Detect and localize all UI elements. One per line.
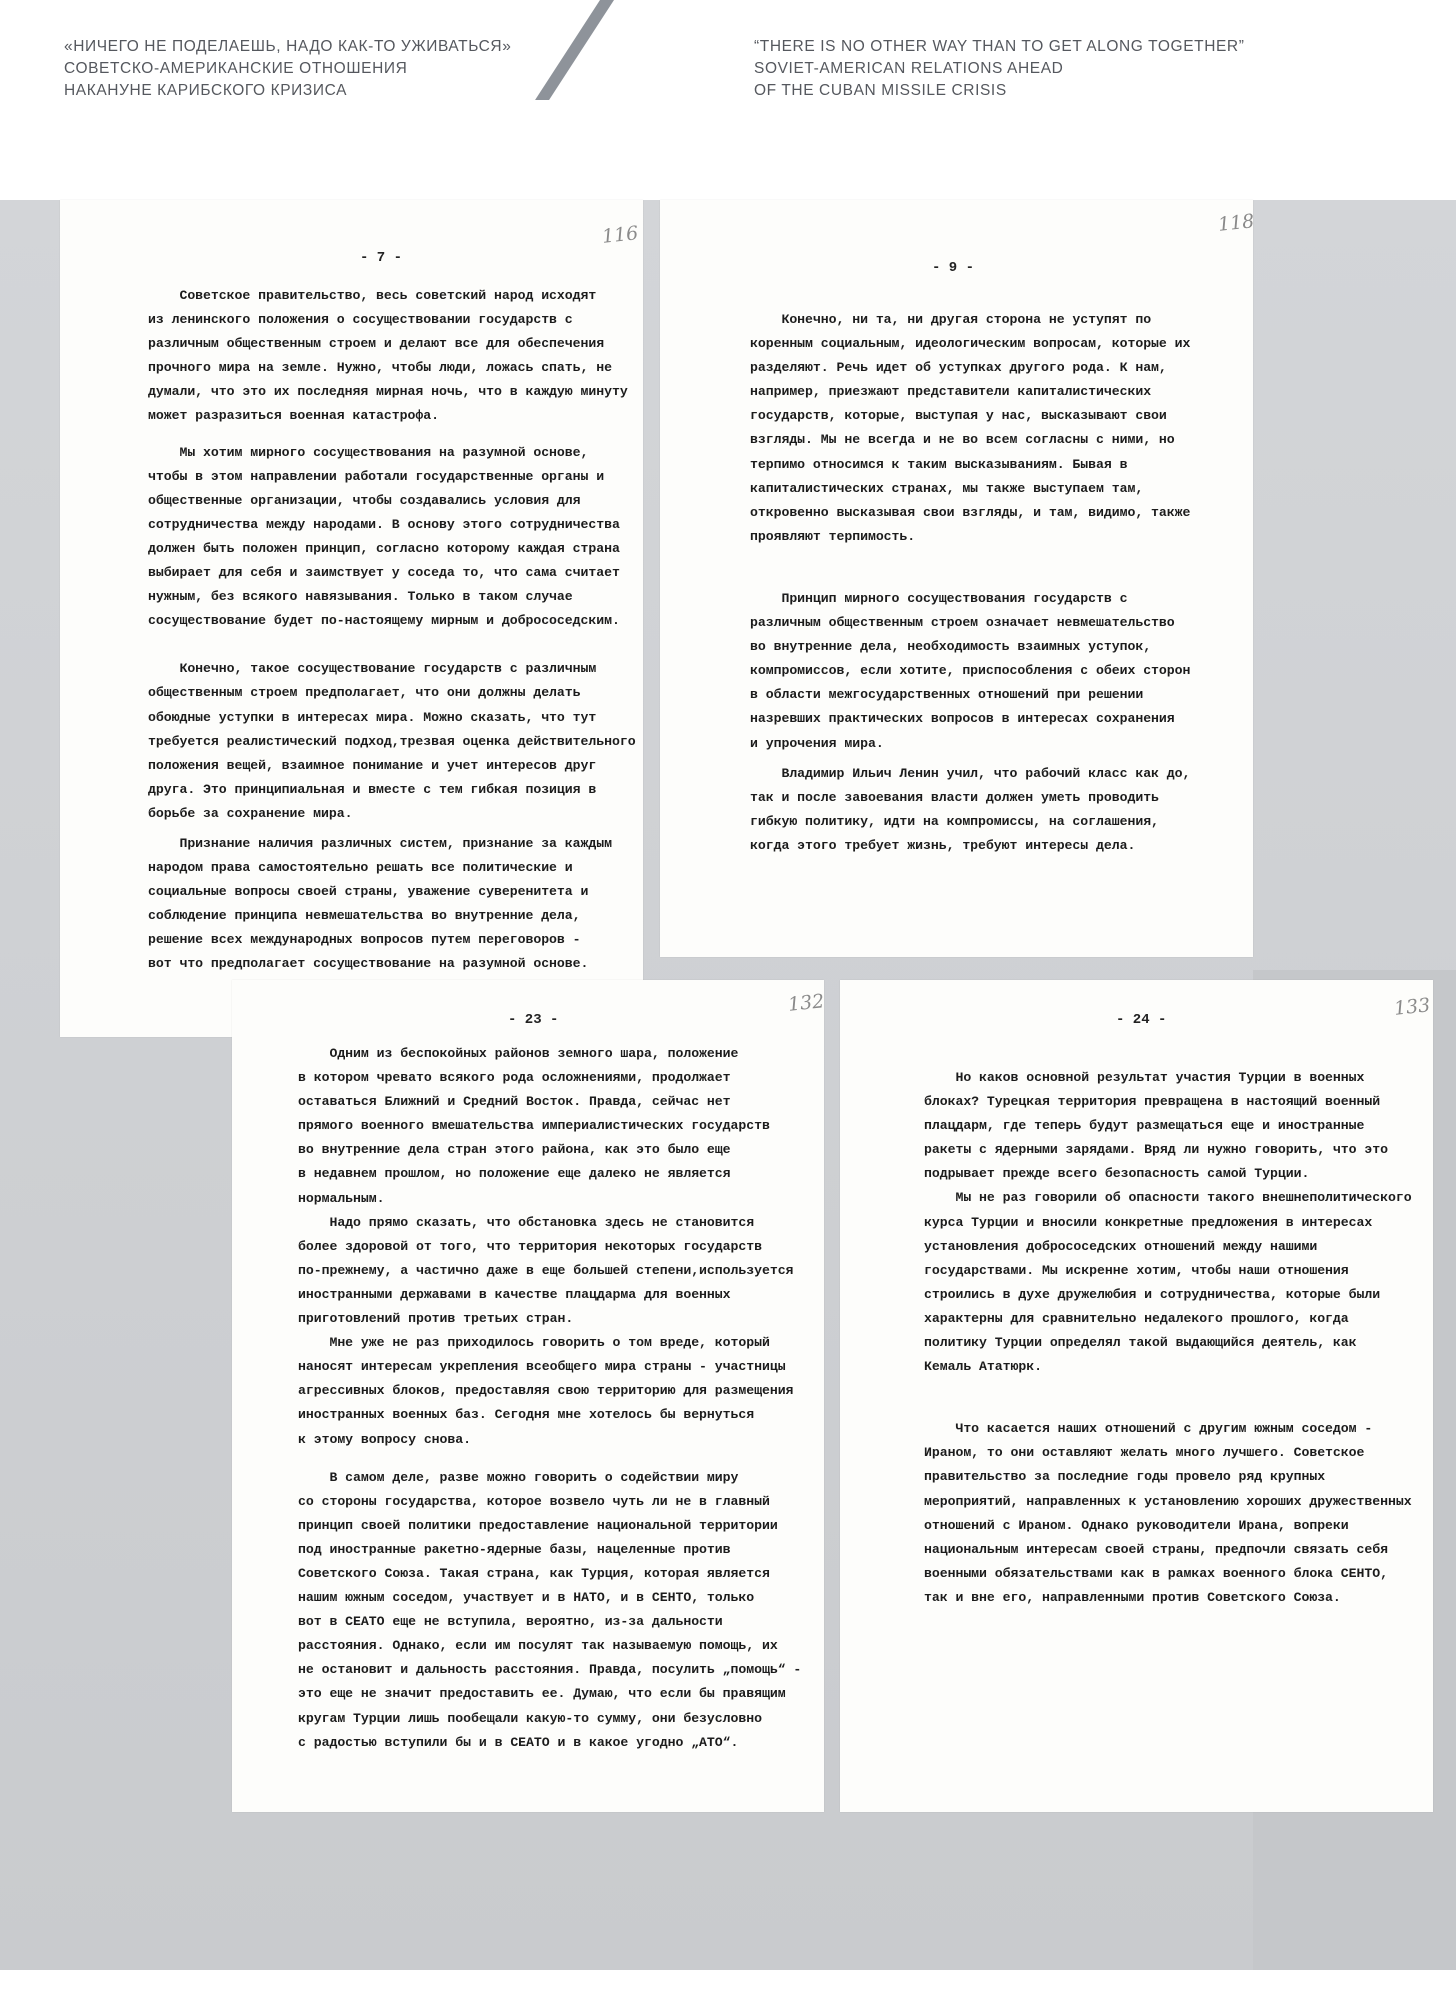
typescript-sheet-page-7 — [60, 200, 643, 1037]
typescript-line: правительство за последние годы провело ряд крупных — [924, 1469, 1326, 1485]
typescript-line: приготовлений против третьих стран. — [298, 1311, 574, 1327]
typescript-line: думали, что это их последняя мирная ночь, что в каждую минуту — [148, 384, 628, 400]
decorative-slash — [535, 0, 614, 100]
typescript-line: Принцип мирного сосуществования государств с — [750, 590, 1128, 606]
typescript-line: чтобы в этом направлении работали государственные органы и — [148, 468, 605, 484]
typescript-line: прямого военного вмешательства империалистических государств — [298, 1118, 770, 1134]
typescript-line: Что касается наших отношений с другим южным соседом - — [924, 1421, 1373, 1437]
typescript-line: под иностранные ракетно-ядерные базы, нацеленные против — [298, 1541, 731, 1557]
typescript-line: Ираном, то они оставляют желать много лучшего. Советское — [924, 1445, 1365, 1461]
typescript-line: кругам Турции лишь пообещали какую-то сумму, они безусловно — [298, 1710, 762, 1726]
typescript-line: Советского Союза. Такая страна, как Турция, которая является — [298, 1565, 770, 1581]
typescript-line: установления добрососедских отношений между нашими — [924, 1238, 1318, 1254]
typescript-line: государствами. Мы искренне хотим, чтобы наши отношения — [924, 1262, 1349, 1278]
page-number: - 7 - — [360, 250, 403, 266]
paragraph-gap — [298, 1452, 801, 1466]
archive-folio-number: 116 — [600, 222, 640, 248]
typescript-line: требуется реалистический подход,трезвая оценка действительного — [148, 733, 636, 749]
header-russian-title — [64, 36, 511, 102]
page-number: - 9 - — [932, 260, 975, 276]
header-en-line: “THERE IS NO OTHER WAY THAN TO GET ALONG TOGETHER” — [754, 38, 1245, 55]
typescript-line: оставаться Ближний и Средний Восток. Правда, сейчас нет — [298, 1094, 731, 1110]
typescript-line: капиталистических странах, мы также выступаем там, — [750, 480, 1144, 496]
typescript-line: плацдарм, где теперь будут размещаться еще и иностранные — [924, 1118, 1365, 1134]
typescript-line: Мы хотим мирного сосуществования на разумной основе, — [148, 444, 589, 460]
typescript-line: соблюдение принципа невмешательства во внутренние дела, — [148, 908, 581, 924]
typescript-line: Признание наличия различных систем, признание за каждым — [148, 835, 612, 851]
typescript-line: принцип своей политики предоставление национальной территории — [298, 1517, 778, 1533]
typescript-body — [750, 308, 1190, 858]
typescript-line: подрывает прежде всего безопасность самой Турции. — [924, 1166, 1310, 1182]
typescript-line: Конечно, такое сосуществование государств с различным — [148, 661, 597, 677]
typescript-sheet-page-9 — [660, 200, 1256, 957]
typescript-line: Мне уже не раз приходилось говорить о том вреде, который — [298, 1335, 770, 1351]
typescript-body — [924, 1066, 1412, 1610]
header-ru-line: НАКАНУНЕ КАРИБСКОГО КРИЗИСА — [64, 82, 348, 99]
typescript-line: государств, которые, выступая у нас, высказывают свои — [750, 408, 1167, 424]
typescript-line: во внутренние дела, необходимость взаимных уступок, — [750, 639, 1152, 655]
typescript-sheet-page-23 — [232, 980, 824, 1812]
typescript-line: политику Турции определял такой выдающийся деятель, как — [924, 1335, 1357, 1351]
typescript-line: взгляды. Мы не всегда и не во всем согласны с ними, но — [750, 432, 1175, 448]
typescript-line: откровенно высказывая свои взгляды, и там, видимо, также — [750, 504, 1191, 520]
typescript-line: например, приезжают представители капиталистических — [750, 384, 1152, 400]
typescript-line: ракеты с ядерными зарядами. Вряд ли нужно говорить, что это — [924, 1142, 1388, 1158]
typescript-line: коренным социальным, идеологическим вопросам, которые их — [750, 336, 1191, 352]
header-en-line: OF THE CUBAN MISSILE CRISIS — [754, 82, 1007, 99]
typescript-line: общественные организации, чтобы создавались условия для — [148, 492, 581, 508]
typescript-line: положения вещей, взаимное понимание и учет интересов друг — [148, 757, 597, 773]
typescript-line: мероприятий, направленных к установлению хороших дружественных — [924, 1493, 1412, 1509]
typescript-line: более здоровой от того, что территория некоторых государств — [298, 1238, 762, 1254]
typescript-line: может разразиться военная катастрофа. — [148, 408, 439, 424]
typescript-line: и упрочения мира. — [750, 735, 884, 751]
typescript-line: различным общественным строем и делают все для обеспечения — [148, 336, 605, 352]
page-number: - 23 - — [508, 1012, 559, 1028]
typescript-line: военными обязательствами как в рамках военного блока СЕНТО, — [924, 1565, 1388, 1581]
typescript-line: вот в СЕАТО еще не вступила, вероятно, из-за дальности — [298, 1614, 723, 1630]
paragraph-gap — [148, 633, 636, 657]
typescript-line: наносят интересам укрепления всеобщего мира страны - участницы — [298, 1359, 786, 1375]
typescript-line: выбирает для себя и заимствует у соседа то, что сама считает — [148, 565, 620, 581]
typescript-line: нормальным. — [298, 1190, 385, 1206]
typescript-line: строились в духе дружелюбия и сотрудничества, которые были — [924, 1286, 1381, 1302]
paragraph-gap — [148, 429, 636, 441]
typescript-line: компромиссов, если хотите, приспособления с обеих сторон — [750, 663, 1191, 679]
typescript-line: проявляют терпимость. — [750, 528, 916, 544]
typescript-line: из ленинского положения о сосуществовании государств с — [148, 312, 573, 328]
paragraph-gap — [924, 1379, 1412, 1417]
typescript-line: В самом деле, разве можно говорить о содействии миру — [298, 1469, 739, 1485]
typescript-line: нужным, без всякого навязывания. Только в таком случае — [148, 589, 573, 605]
typescript-line: расстояния. Однако, если им посулят так называемую помощь, их — [298, 1638, 778, 1654]
header-english-title — [754, 36, 1244, 102]
typescript-line: Владимир Ильич Ленин учил, что рабочий класс как до, — [750, 765, 1191, 781]
archive-folio-number: 118 — [1216, 210, 1256, 236]
paragraph-gap — [750, 549, 1190, 587]
typescript-line: так и после завоевания власти должен уметь проводить — [750, 789, 1159, 805]
typescript-line: назревших практических вопросов в интересах сохранения — [750, 711, 1175, 727]
typescript-line: в области межгосударственных отношений при решении — [750, 687, 1144, 703]
typescript-line: Конечно, ни та, ни другая сторона не уступят по — [750, 312, 1152, 327]
typescript-line: Но каков основной результат участия Турции в военных — [924, 1070, 1365, 1085]
typescript-line: Надо прямо сказать, что обстановка здесь не становится — [298, 1214, 755, 1230]
header-ru-line: «НИЧЕГО НЕ ПОДЕЛАЕШЬ, НАДО КАК-ТО УЖИВАТЬСЯ» — [64, 38, 512, 55]
typescript-line: гибкую политику, идти на компромиссы, на соглашения, — [750, 813, 1159, 829]
typescript-line: прочного мира на земле. Нужно, чтобы люди, ложась спать, не — [148, 360, 612, 376]
typescript-line: со стороны государства, которое возвело чуть ли не в главный — [298, 1493, 770, 1509]
typescript-line: к этому вопросу снова. — [298, 1431, 472, 1447]
typescript-line: Мы не раз говорили об опасности такого внешнеполитического — [924, 1190, 1412, 1206]
typescript-line: Одним из беспокойных районов земного шара, положение — [298, 1046, 739, 1061]
typescript-line: с радостью вступили бы и в СЕАТО и в какое угодно „АТО“. — [298, 1734, 739, 1750]
typescript-line: характерны для сравнительно недалекого прошлого, когда — [924, 1310, 1349, 1326]
typescript-line: это еще не значит предоставить ее. Думаю, что если бы правящим — [298, 1686, 786, 1702]
typescript-line: нашим южным соседом, участвует и в НАТО, и в СЕНТО, только — [298, 1590, 755, 1606]
typescript-line: терпимо относимся к таким высказываниям. Бывая в — [750, 456, 1128, 472]
header-en-line: SOVIET-AMERICAN RELATIONS AHEAD — [754, 60, 1064, 77]
typescript-line: когда этого требует жизнь, требуют интересы дела. — [750, 837, 1136, 853]
archive-folio-number: 132 — [786, 990, 826, 1016]
typescript-line: Кемаль Ататюрк. — [924, 1359, 1042, 1375]
typescript-line: народом права самостоятельно решать все политические и — [148, 860, 573, 876]
typescript-line: в недавнем прошлом, но положение еще далеко не является — [298, 1166, 731, 1182]
typescript-line: так и вне его, направленными против Советского Союза. — [924, 1589, 1341, 1605]
typescript-line: обоюдные уступки в интересах мира. Можно сказать, что тут — [148, 709, 597, 725]
typescript-sheet-page-24 — [840, 980, 1433, 1812]
typescript-line: сотрудничества между народами. В основу этого сотрудничества — [148, 516, 620, 532]
typescript-line: социальные вопросы своей страны, уважение суверенитета и — [148, 884, 589, 900]
archive-folio-number: 133 — [1392, 994, 1432, 1020]
typescript-line: в котором чревато всякого рода осложнениями, продолжает — [298, 1070, 731, 1086]
typescript-line: блоках? Турецкая территория превращена в настоящий военный — [924, 1094, 1381, 1110]
typescript-line: иностранными державами в качестве плацдарма для военных — [298, 1286, 731, 1302]
typescript-line: общественным строем предполагает, что они должны делать — [148, 685, 581, 701]
typescript-line: курса Турции и вносили конкретные предложения в интересах — [924, 1214, 1373, 1230]
typescript-line: не остановит и дальность расстояния. Правда, посулить „помощь“ - — [298, 1662, 802, 1678]
page-number: - 24 - — [1116, 1012, 1167, 1028]
typescript-line: различным общественным строем означает невмешательство — [750, 615, 1175, 631]
typescript-body — [148, 284, 636, 977]
header-ru-line: СОВЕТСКО-АМЕРИКАНСКИЕ ОТНОШЕНИЯ — [64, 60, 408, 77]
typescript-line: иностранных военных баз. Сегодня мне хотелось бы вернуться — [298, 1407, 755, 1423]
typescript-line: борьбе за сохранение мира. — [148, 805, 353, 821]
typescript-line: по-прежнему, а частично даже в еще большей степени,используется — [298, 1262, 794, 1278]
typescript-line: отношений с Ираном. Однако руководители Ирана, вопреки — [924, 1517, 1349, 1533]
typescript-line: Советское правительство, весь советский народ исходят — [148, 288, 597, 303]
typescript-line: во внутренние дела стран этого района, как это было еще — [298, 1142, 731, 1158]
typescript-line: разделяют. Речь идет об уступках другого рода. К нам, — [750, 360, 1167, 376]
typescript-line: решение всех международных вопросов путем переговоров - — [148, 932, 581, 948]
typescript-line: сосуществование будет по-настоящему мирным и добрососедским. — [148, 613, 620, 629]
typescript-line: национальным интересам своей страны, предпочли связать себя — [924, 1541, 1388, 1557]
typescript-body — [298, 1042, 801, 1755]
typescript-line: вот что предполагает сосуществование на разумной основе. — [148, 956, 589, 972]
typescript-line: друга. Это принципиальная и вместе с тем гибкая позиция в — [148, 781, 597, 797]
typescript-line: должен быть положен принцип, согласно которому каждая страна — [148, 540, 620, 556]
typescript-line: агрессивных блоков, предоставляя свою территорию для размещения — [298, 1383, 794, 1399]
